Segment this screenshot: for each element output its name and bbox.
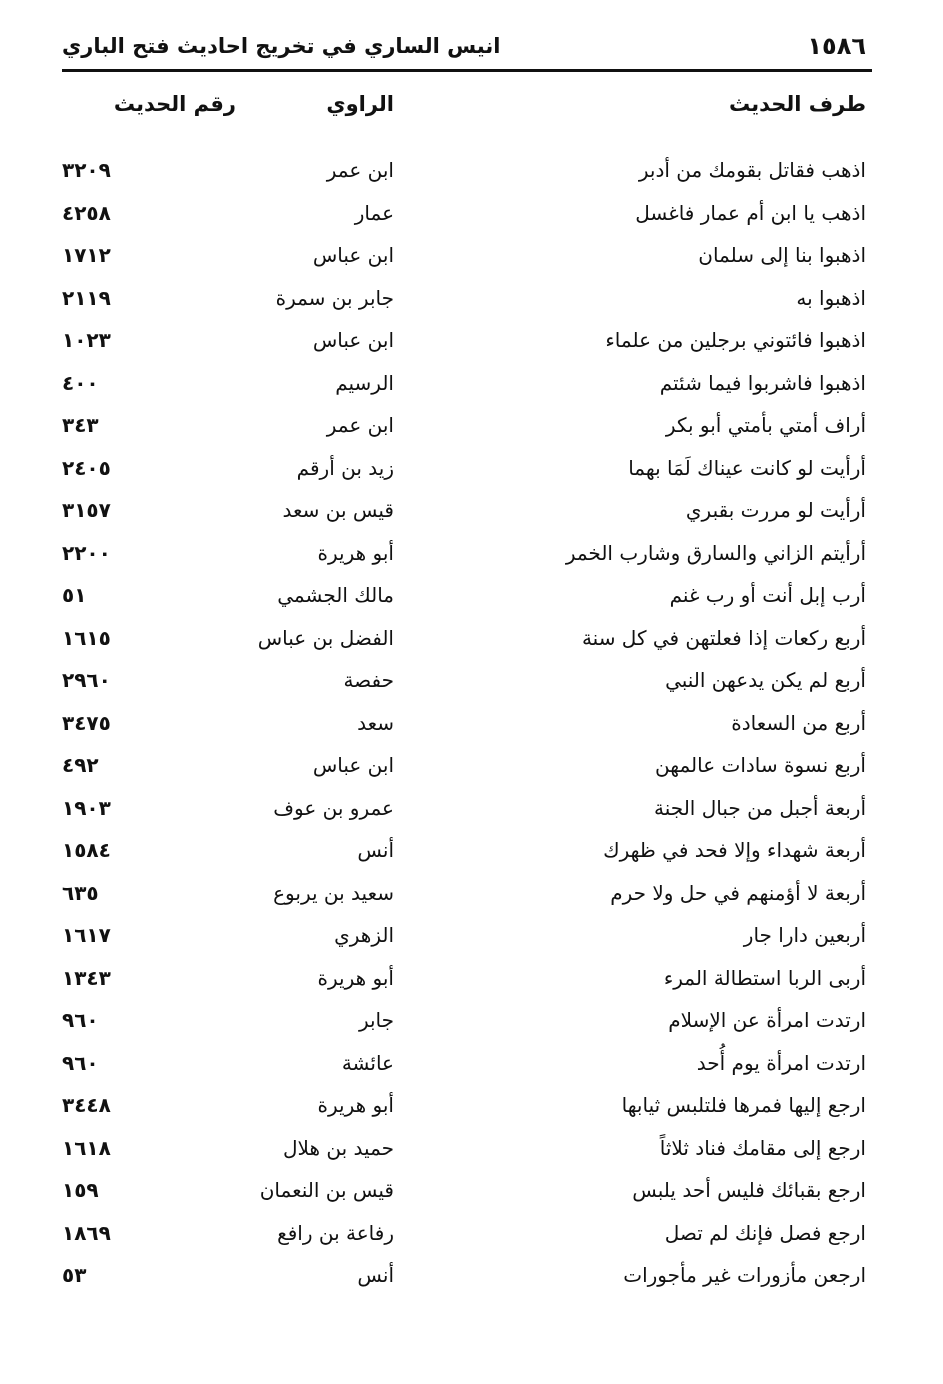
hadith-tarf: ارجع بقبائك فليس أحد يلبس	[632, 1178, 866, 1202]
hadith-rawi: حفصة	[343, 668, 394, 692]
hadith-number: ١٦١٧	[62, 923, 111, 947]
table-row	[62, 832, 872, 875]
hadith-rawi: الفضل بن عباس	[257, 625, 394, 650]
book-title: انيس الساري في تخريج احاديث فتح الباري	[62, 34, 501, 58]
hadith-tarf: ارتدت امرأة يوم أُحد	[696, 1050, 866, 1075]
hadith-rawi: عمرو بن عوف	[273, 795, 394, 820]
table-row	[62, 1215, 872, 1258]
hadith-number: ٢٩٦٠	[62, 668, 111, 692]
hadith-rawi: أبو هريرة	[317, 1093, 394, 1117]
hadith-number: ٤٢٥٨	[62, 200, 111, 225]
hadith-rawi: ابن عمر	[326, 413, 394, 437]
hadith-tarf: أراف أمتي بأمتي أبو بكر	[665, 413, 866, 437]
hadith-tarf: ارجع إليها فمرها فلتلبس ثيابها	[621, 1093, 866, 1117]
hadith-tarf: اذهبوا فاشربوا فيما شئتم	[659, 370, 866, 395]
hadith-tarf: ارجع فصل فإنك لم تصل	[664, 1220, 866, 1245]
table-row	[62, 365, 872, 408]
hadith-rawi: أنس	[357, 1263, 394, 1287]
hadith-number: ٣١٥٧	[62, 498, 111, 522]
hadith-rawi: سعيد بن يربوع	[273, 880, 394, 905]
hadith-tarf: أربع نسوة سادات عالمهن	[655, 753, 866, 777]
hadith-number: ٢٤٠٥	[62, 455, 111, 480]
table-row	[62, 1172, 872, 1215]
hadith-tarf: اذهب فقاتل بقومك من أدبر	[638, 158, 866, 182]
hadith-rawi: رفاعة بن رافع	[277, 1220, 394, 1245]
table-row	[62, 1002, 872, 1045]
hadith-number: ٣٤٣	[62, 413, 99, 437]
table-row	[62, 790, 872, 833]
table-row	[62, 237, 872, 280]
hadith-tarf: ارجع إلى مقامك فناد ثلاثاً	[659, 1135, 866, 1160]
table-row	[62, 407, 872, 450]
table-row	[62, 705, 872, 748]
table-row	[62, 535, 872, 578]
hadith-number: ٢٢٠٠	[62, 540, 111, 565]
hadith-tarf: أربى الربا استطالة المرء	[663, 965, 866, 990]
hadith-rawi: ابن عباس	[312, 243, 394, 267]
hadith-tarf: اذهب يا ابن أم عمار فاغسل	[635, 200, 866, 225]
hadith-tarf: أربع من السعادة	[731, 710, 866, 735]
hadith-tarf: أربع لم يكن يدعهن النبي	[665, 668, 866, 692]
hadith-rawi: أبو هريرة	[317, 540, 394, 565]
hadith-tarf: أربعة لا أؤمنهم في حل ولا حرم	[610, 880, 866, 905]
hadith-number: ٦٣٥	[62, 880, 99, 905]
hadith-index-table	[62, 152, 872, 1300]
hadith-rawi: حميد بن هلال	[283, 1135, 394, 1160]
hadith-rawi: قيس بن النعمان	[259, 1178, 394, 1202]
hadith-rawi: زيد بن أرقم	[296, 455, 394, 480]
column-header-rawi: الراوي	[326, 92, 394, 116]
hadith-rawi: عمار	[354, 200, 394, 225]
hadith-number: ١٩٠٣	[62, 795, 111, 820]
table-row	[62, 1130, 872, 1173]
table-row	[62, 662, 872, 705]
page-header	[62, 28, 872, 72]
hadith-rawi: قيس بن سعد	[282, 498, 394, 522]
hadith-number: ١٨٦٩	[62, 1220, 111, 1245]
hadith-number: ٤٩٢	[62, 753, 99, 777]
table-row	[62, 1257, 872, 1300]
hadith-number: ٩٦٠	[62, 1008, 99, 1032]
hadith-rawi: أنس	[357, 838, 394, 862]
hadith-tarf: اذهبوا فائتوني برجلين من علماء	[605, 328, 866, 352]
hadith-number: ٣٤٧٥	[62, 710, 111, 735]
hadith-number: ١٣٤٣	[62, 965, 111, 990]
table-row	[62, 280, 872, 323]
hadith-tarf: أربع ركعات إذا فعلتهن في كل سنة	[581, 625, 866, 650]
hadith-number: ١٠٢٣	[62, 328, 111, 352]
hadith-number: ٤٠٠	[62, 370, 99, 395]
hadith-rawi: الزهري	[334, 923, 394, 947]
table-row	[62, 577, 872, 620]
hadith-rawi: جابر	[358, 1008, 394, 1032]
table-row	[62, 1087, 872, 1130]
hadith-number: ١٥٩	[62, 1178, 99, 1202]
hadith-tarf: ارجعن مأزورات غير مأجورات	[623, 1263, 866, 1287]
hadith-tarf: أرأيت لو كانت عيناك لَمَا بهما	[628, 455, 866, 480]
hadith-rawi: سعد	[357, 710, 394, 735]
hadith-tarf: اذهبوا به	[796, 285, 866, 310]
hadith-number: ١٦١٨	[62, 1135, 111, 1160]
table-row	[62, 152, 872, 195]
hadith-rawi: مالك الجشمي	[277, 583, 394, 607]
column-header-raqm: رقم الحديث	[113, 92, 236, 116]
hadith-number: ١٧١٢	[62, 243, 111, 267]
hadith-rawi: الرسيم	[335, 370, 394, 395]
hadith-tarf: أرب إبل أنت أو رب غنم	[669, 583, 866, 607]
hadith-rawi: ابن عمر	[326, 158, 394, 182]
hadith-number: ١٥٨٤	[62, 838, 111, 862]
hadith-rawi: أبو هريرة	[317, 965, 394, 990]
column-header-tarf: طرف الحديث	[728, 92, 866, 116]
hadith-number: ٥٣	[62, 1263, 87, 1287]
hadith-tarf: أربعين دارا جار	[743, 923, 866, 947]
hadith-tarf: أرأيت لو مررت بقبري	[685, 498, 866, 522]
hadith-number: ٢١١٩	[62, 285, 111, 310]
table-row	[62, 875, 872, 918]
hadith-tarf: أرأيتم الزاني والسارق وشارب الخمر	[565, 540, 866, 565]
hadith-number: ٥١	[62, 583, 87, 607]
table-row	[62, 492, 872, 535]
page-number: ١٥٨٦	[807, 32, 866, 60]
hadith-rawi: عائشة	[341, 1050, 394, 1075]
table-row	[62, 322, 872, 365]
table-row	[62, 620, 872, 663]
table-row	[62, 747, 872, 790]
hadith-rawi: جابر بن سمرة	[275, 285, 394, 310]
hadith-tarf: ارتدت امرأة عن الإسلام	[668, 1008, 866, 1032]
hadith-tarf: اذهبوا بنا إلى سلمان	[698, 243, 866, 267]
hadith-number: ٣٢٠٩	[62, 158, 111, 182]
table-row	[62, 960, 872, 1003]
hadith-number: ١٦١٥	[62, 625, 111, 650]
hadith-number: ٣٤٤٨	[62, 1093, 111, 1117]
hadith-tarf: أربعة أجبل من جبال الجنة	[654, 795, 866, 820]
table-row	[62, 1045, 872, 1088]
hadith-rawi: ابن عباس	[312, 328, 394, 352]
table-row	[62, 450, 872, 493]
table-row	[62, 917, 872, 960]
hadith-number: ٩٦٠	[62, 1050, 99, 1075]
table-row	[62, 195, 872, 238]
hadith-tarf: أربعة شهداء وإلا فحد في ظهرك	[603, 838, 866, 862]
column-headers	[62, 92, 872, 136]
hadith-rawi: ابن عباس	[312, 753, 394, 777]
